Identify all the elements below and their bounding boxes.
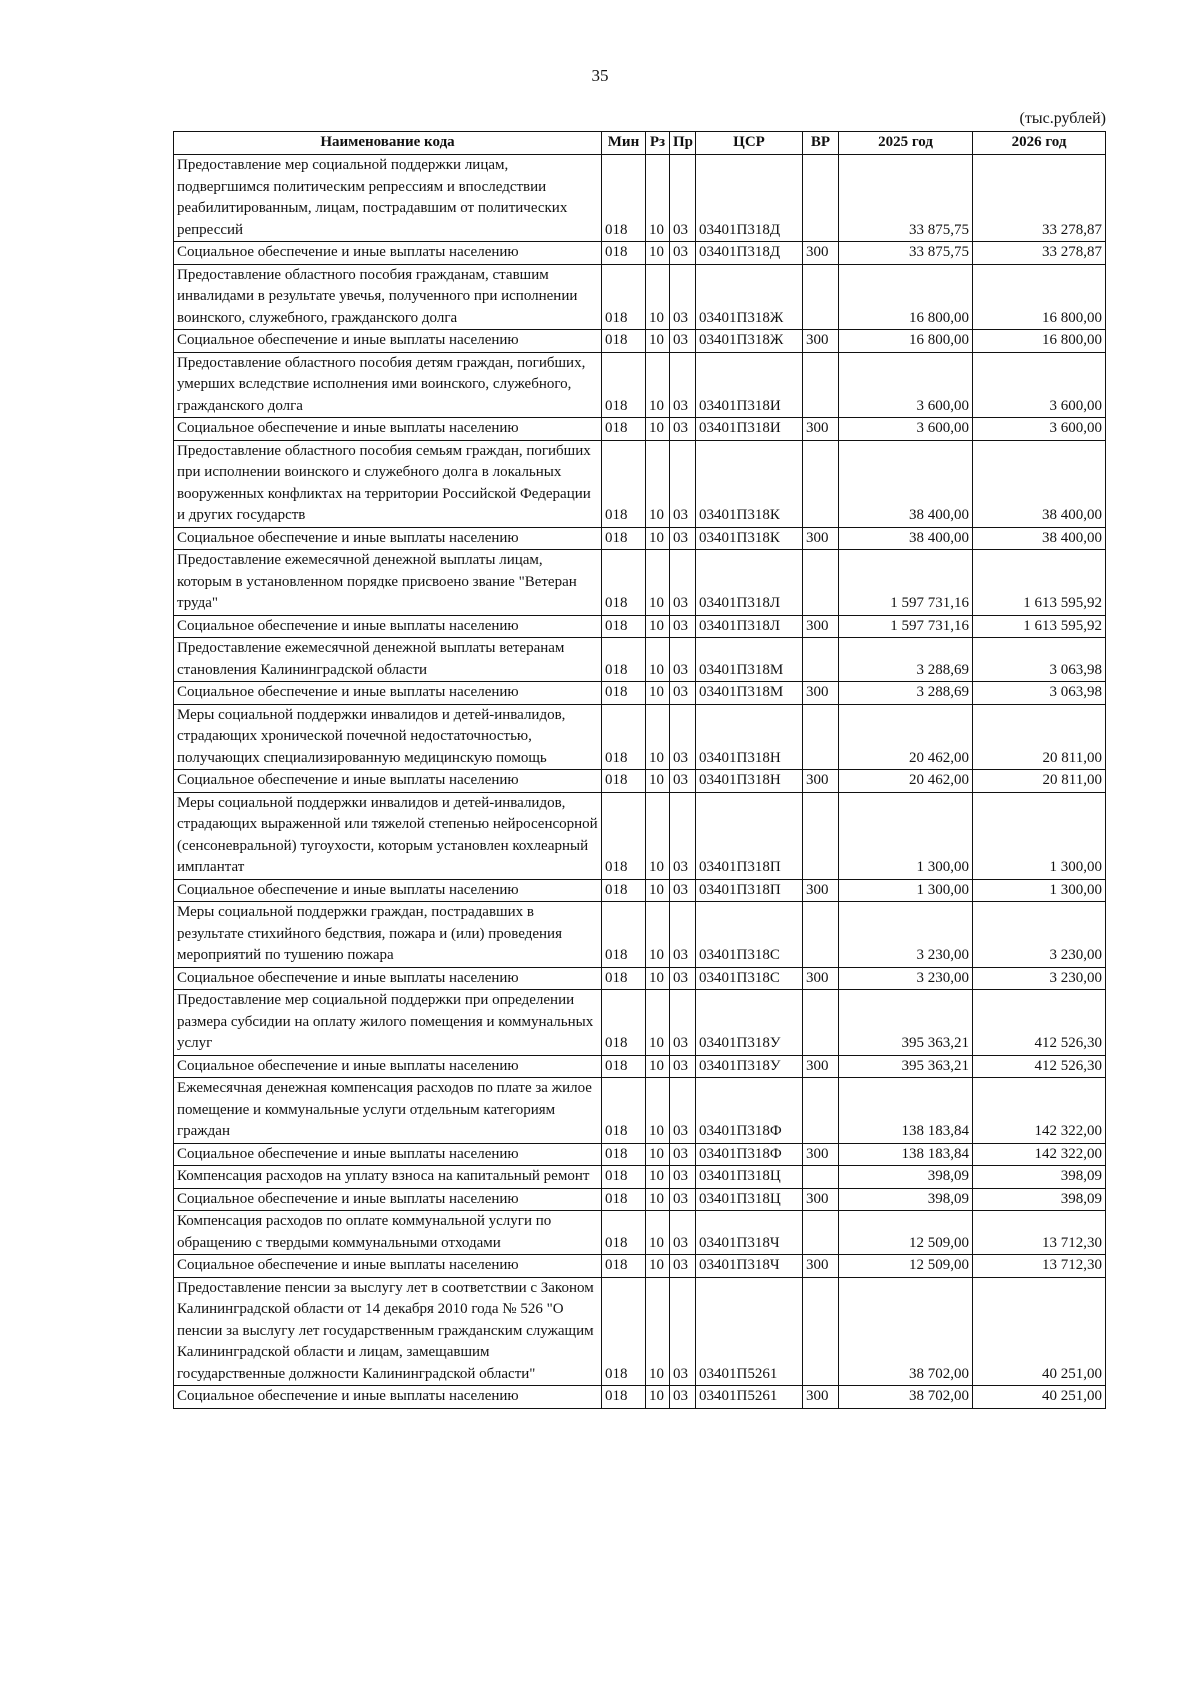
cell-csr: 03401П318У: [696, 1055, 803, 1078]
cell-rz: 10: [646, 1143, 670, 1166]
cell-vr: [803, 440, 839, 527]
cell-2025: 3 288,69: [839, 682, 973, 705]
table-row: [174, 550, 1106, 616]
cell-name: Социальное обеспечение и иные выплаты населению: [174, 682, 602, 705]
cell-pr: 03: [670, 902, 696, 968]
cell-min: 018: [602, 527, 646, 550]
table-row: [174, 155, 1106, 242]
cell-name: Социальное обеспечение и иные выплаты населению: [174, 1143, 602, 1166]
table-row: [174, 967, 1106, 990]
table-row: [174, 638, 1106, 682]
table-row: [174, 990, 1106, 1056]
cell-2026: 398,09: [973, 1166, 1106, 1189]
cell-pr: 03: [670, 1055, 696, 1078]
cell-vr: 300: [803, 527, 839, 550]
cell-rz: 10: [646, 352, 670, 418]
cell-vr: [803, 1211, 839, 1255]
cell-csr: 03401П318Л: [696, 615, 803, 638]
header-csr: ЦСР: [696, 132, 803, 155]
cell-2026: 33 278,87: [973, 155, 1106, 242]
cell-name: Социальное обеспечение и иные выплаты населению: [174, 527, 602, 550]
cell-2025: 3 288,69: [839, 638, 973, 682]
header-vr: ВР: [803, 132, 839, 155]
cell-vr: [803, 902, 839, 968]
cell-min: 018: [602, 879, 646, 902]
cell-2026: 142 322,00: [973, 1143, 1106, 1166]
table-row: [174, 1255, 1106, 1278]
cell-csr: 03401П318Н: [696, 704, 803, 770]
cell-min: 018: [602, 1078, 646, 1144]
cell-vr: 300: [803, 1188, 839, 1211]
cell-min: 018: [602, 550, 646, 616]
cell-csr: 03401П318Д: [696, 155, 803, 242]
cell-pr: 03: [670, 352, 696, 418]
cell-rz: 10: [646, 550, 670, 616]
cell-2026: 142 322,00: [973, 1078, 1106, 1144]
cell-min: 018: [602, 902, 646, 968]
cell-2025: 33 875,75: [839, 155, 973, 242]
cell-name: Предоставление областного пособия детям граждан, погибших, умерших вследствие исполнения ими воинского, служебного, гражданского долга: [174, 352, 602, 418]
cell-vr: 300: [803, 242, 839, 265]
cell-name: Социальное обеспечение и иные выплаты населению: [174, 418, 602, 441]
cell-name: Социальное обеспечение и иные выплаты населению: [174, 967, 602, 990]
cell-min: 018: [602, 990, 646, 1056]
cell-rz: 10: [646, 418, 670, 441]
cell-csr: 03401П318Д: [696, 242, 803, 265]
cell-pr: 03: [670, 682, 696, 705]
table-header: [174, 132, 1106, 155]
table-row: [174, 1188, 1106, 1211]
cell-2026: 3 230,00: [973, 902, 1106, 968]
cell-name: Компенсация расходов по оплате коммунальной услуги по обращению с твердыми коммунальными отходами: [174, 1211, 602, 1255]
cell-csr: 03401П318П: [696, 792, 803, 879]
cell-name: Предоставление областного пособия семьям граждан, погибших при исполнении воинского и служебного долга в локальных вооруженных конфликтах на территории Российской Федерации и других государств: [174, 440, 602, 527]
cell-2026: 38 400,00: [973, 527, 1106, 550]
cell-2026: 412 526,30: [973, 990, 1106, 1056]
cell-2026: 13 712,30: [973, 1255, 1106, 1278]
cell-2025: 3 230,00: [839, 967, 973, 990]
cell-2025: 12 509,00: [839, 1211, 973, 1255]
cell-pr: 03: [670, 990, 696, 1056]
cell-pr: 03: [670, 879, 696, 902]
cell-2026: 20 811,00: [973, 770, 1106, 793]
cell-rz: 10: [646, 330, 670, 353]
cell-vr: [803, 792, 839, 879]
cell-min: 018: [602, 330, 646, 353]
cell-min: 018: [602, 418, 646, 441]
cell-2025: 20 462,00: [839, 770, 973, 793]
cell-2025: 398,09: [839, 1188, 973, 1211]
cell-min: 018: [602, 155, 646, 242]
cell-2026: 398,09: [973, 1188, 1106, 1211]
cell-csr: 03401П318Л: [696, 550, 803, 616]
cell-csr: 03401П318М: [696, 638, 803, 682]
cell-vr: 300: [803, 330, 839, 353]
cell-vr: [803, 1078, 839, 1144]
table-row: [174, 418, 1106, 441]
cell-name: Социальное обеспечение и иные выплаты населению: [174, 330, 602, 353]
cell-2025: 16 800,00: [839, 264, 973, 330]
cell-min: 018: [602, 1143, 646, 1166]
cell-2026: 3 230,00: [973, 967, 1106, 990]
cell-min: 018: [602, 1166, 646, 1189]
cell-pr: 03: [670, 615, 696, 638]
cell-name: Предоставление ежемесячной денежной выплаты лицам, которым в установленном порядке присвоено звание "Ветеран труда": [174, 550, 602, 616]
cell-name: Меры социальной поддержки инвалидов и детей-инвалидов, страдающих хронической почечной недостаточностью, получающих специализированную медицинскую помощь: [174, 704, 602, 770]
cell-min: 018: [602, 440, 646, 527]
cell-rz: 10: [646, 1055, 670, 1078]
cell-min: 018: [602, 615, 646, 638]
cell-pr: 03: [670, 1211, 696, 1255]
cell-name: Меры социальной поддержки инвалидов и детей-инвалидов, страдающих выраженной или тяжелой степенью нейросенсорной (сенсоневральной) тугоухости, которым установлен кохлеарный имплантат: [174, 792, 602, 879]
cell-name: Социальное обеспечение и иные выплаты населению: [174, 242, 602, 265]
table-row: [174, 330, 1106, 353]
cell-csr: 03401П318Ц: [696, 1166, 803, 1189]
table-row: [174, 440, 1106, 527]
cell-vr: 300: [803, 682, 839, 705]
cell-rz: 10: [646, 879, 670, 902]
cell-rz: 10: [646, 1188, 670, 1211]
cell-csr: 03401П318С: [696, 902, 803, 968]
header-2026: 2026 год: [973, 132, 1106, 155]
cell-min: 018: [602, 967, 646, 990]
cell-name: Ежемесячная денежная компенсация расходов по плате за жилое помещение и коммунальные услуги отдельным категориям граждан: [174, 1078, 602, 1144]
table-row: [174, 1143, 1106, 1166]
cell-pr: 03: [670, 1386, 696, 1409]
cell-rz: 10: [646, 1078, 670, 1144]
cell-rz: 10: [646, 770, 670, 793]
cell-2026: 3 600,00: [973, 352, 1106, 418]
cell-csr: 03401П318М: [696, 682, 803, 705]
header-pr: Пр: [670, 132, 696, 155]
cell-pr: 03: [670, 264, 696, 330]
cell-2025: 20 462,00: [839, 704, 973, 770]
cell-vr: 300: [803, 879, 839, 902]
table-row: [174, 1078, 1106, 1144]
cell-name: Социальное обеспечение и иные выплаты населению: [174, 1055, 602, 1078]
table-row: [174, 1386, 1106, 1409]
cell-2026: 33 278,87: [973, 242, 1106, 265]
cell-csr: 03401П318Ц: [696, 1188, 803, 1211]
cell-2026: 1 300,00: [973, 792, 1106, 879]
cell-rz: 10: [646, 1255, 670, 1278]
cell-csr: 03401П318Ф: [696, 1078, 803, 1144]
cell-vr: 300: [803, 770, 839, 793]
table-row: [174, 902, 1106, 968]
cell-csr: 03401П318Н: [696, 770, 803, 793]
cell-2025: 33 875,75: [839, 242, 973, 265]
cell-rz: 10: [646, 1386, 670, 1409]
cell-name: Меры социальной поддержки граждан, пострадавших в результате стихийного бедствия, пожара и (или) проведения мероприятий по тушению пожара: [174, 902, 602, 968]
cell-csr: 03401П318К: [696, 440, 803, 527]
cell-vr: 300: [803, 1386, 839, 1409]
cell-pr: 03: [670, 1143, 696, 1166]
cell-2026: 16 800,00: [973, 264, 1106, 330]
cell-pr: 03: [670, 155, 696, 242]
cell-csr: 03401П318У: [696, 990, 803, 1056]
table-row: [174, 682, 1106, 705]
table-row: [174, 1166, 1106, 1189]
cell-rz: 10: [646, 967, 670, 990]
cell-vr: [803, 550, 839, 616]
cell-2026: 20 811,00: [973, 704, 1106, 770]
cell-2025: 38 400,00: [839, 527, 973, 550]
cell-csr: 03401П318Ж: [696, 330, 803, 353]
cell-name: Социальное обеспечение и иные выплаты населению: [174, 1386, 602, 1409]
cell-pr: 03: [670, 1255, 696, 1278]
cell-rz: 10: [646, 527, 670, 550]
cell-min: 018: [602, 1255, 646, 1278]
cell-csr: 03401П318И: [696, 418, 803, 441]
cell-min: 018: [602, 638, 646, 682]
header-min: Мин: [602, 132, 646, 155]
cell-name: Социальное обеспечение и иные выплаты населению: [174, 1255, 602, 1278]
cell-2026: 412 526,30: [973, 1055, 1106, 1078]
cell-name: Предоставление пенсии за выслугу лет в соответствии с Законом Калининградской области от 14 декабря 2010 года № 526 "О пенсии за выслугу лет государственным гражданским служащим Калининградской области и лицам, замещавшим государственные должности Калининградской области": [174, 1277, 602, 1386]
cell-2025: 38 702,00: [839, 1277, 973, 1386]
header-2025: 2025 год: [839, 132, 973, 155]
cell-csr: 03401П318С: [696, 967, 803, 990]
cell-vr: [803, 352, 839, 418]
cell-2025: 3 600,00: [839, 352, 973, 418]
cell-2025: 1 300,00: [839, 792, 973, 879]
cell-pr: 03: [670, 242, 696, 265]
cell-rz: 10: [646, 638, 670, 682]
cell-pr: 03: [670, 1277, 696, 1386]
cell-min: 018: [602, 704, 646, 770]
cell-vr: [803, 1277, 839, 1386]
cell-csr: 03401П318К: [696, 527, 803, 550]
cell-rz: 10: [646, 902, 670, 968]
cell-2026: 16 800,00: [973, 330, 1106, 353]
cell-2025: 38 400,00: [839, 440, 973, 527]
cell-pr: 03: [670, 418, 696, 441]
cell-min: 018: [602, 242, 646, 265]
cell-name: Социальное обеспечение и иные выплаты населению: [174, 879, 602, 902]
cell-csr: 03401П318Ч: [696, 1211, 803, 1255]
cell-2025: 38 702,00: [839, 1386, 973, 1409]
cell-min: 018: [602, 264, 646, 330]
cell-rz: 10: [646, 1277, 670, 1386]
table-row: [174, 792, 1106, 879]
cell-2026: 1 613 595,92: [973, 615, 1106, 638]
cell-2026: 40 251,00: [973, 1386, 1106, 1409]
cell-name: Предоставление ежемесячной денежной выплаты ветеранам становления Калининградской области: [174, 638, 602, 682]
cell-name: Социальное обеспечение и иные выплаты населению: [174, 1188, 602, 1211]
cell-name: Предоставление мер социальной поддержки лицам, подвергшимся политическим репрессиям и впоследствии реабилитированным, лицам, пострадавшим от политических репрессий: [174, 155, 602, 242]
cell-vr: [803, 990, 839, 1056]
cell-min: 018: [602, 792, 646, 879]
cell-name: Компенсация расходов на уплату взноса на капитальный ремонт: [174, 1166, 602, 1189]
cell-pr: 03: [670, 770, 696, 793]
cell-2025: 1 597 731,16: [839, 615, 973, 638]
cell-rz: 10: [646, 264, 670, 330]
cell-min: 018: [602, 352, 646, 418]
cell-rz: 10: [646, 1166, 670, 1189]
cell-min: 018: [602, 682, 646, 705]
cell-vr: 300: [803, 1143, 839, 1166]
cell-vr: [803, 155, 839, 242]
cell-name: Социальное обеспечение и иные выплаты населению: [174, 615, 602, 638]
cell-min: 018: [602, 1211, 646, 1255]
cell-2025: 398,09: [839, 1166, 973, 1189]
cell-pr: 03: [670, 1188, 696, 1211]
table-row: [174, 1055, 1106, 1078]
cell-pr: 03: [670, 440, 696, 527]
cell-2025: 16 800,00: [839, 330, 973, 353]
table-row: [174, 527, 1106, 550]
budget-table: [173, 131, 1106, 1409]
cell-vr: [803, 638, 839, 682]
cell-2026: 3 600,00: [973, 418, 1106, 441]
units-label: (тыс.рублей): [1019, 110, 1106, 127]
cell-pr: 03: [670, 1078, 696, 1144]
cell-2025: 3 600,00: [839, 418, 973, 441]
cell-min: 018: [602, 770, 646, 793]
cell-pr: 03: [670, 792, 696, 879]
table-row: [174, 1277, 1106, 1386]
table-row: [174, 879, 1106, 902]
table-row: [174, 242, 1106, 265]
cell-vr: [803, 704, 839, 770]
cell-2025: 138 183,84: [839, 1143, 973, 1166]
cell-rz: 10: [646, 615, 670, 638]
cell-min: 018: [602, 1188, 646, 1211]
cell-csr: 03401П318Ж: [696, 264, 803, 330]
table-row: [174, 770, 1106, 793]
cell-pr: 03: [670, 638, 696, 682]
header-rz: Рз: [646, 132, 670, 155]
cell-2026: 3 063,98: [973, 638, 1106, 682]
cell-2026: 3 063,98: [973, 682, 1106, 705]
cell-2025: 395 363,21: [839, 990, 973, 1056]
cell-name: Предоставление областного пособия гражданам, ставшим инвалидами в результате увечья, полученного при исполнении воинского, служебного, гражданского долга: [174, 264, 602, 330]
cell-min: 018: [602, 1055, 646, 1078]
table-row: [174, 615, 1106, 638]
cell-csr: 03401П318И: [696, 352, 803, 418]
cell-rz: 10: [646, 682, 670, 705]
cell-rz: 10: [646, 242, 670, 265]
cell-rz: 10: [646, 440, 670, 527]
cell-2025: 395 363,21: [839, 1055, 973, 1078]
cell-2026: 1 300,00: [973, 879, 1106, 902]
cell-2025: 1 597 731,16: [839, 550, 973, 616]
cell-pr: 03: [670, 527, 696, 550]
cell-min: 018: [602, 1386, 646, 1409]
cell-vr: 300: [803, 418, 839, 441]
table-row: [174, 1211, 1106, 1255]
cell-csr: 03401П5261: [696, 1386, 803, 1409]
cell-vr: 300: [803, 1055, 839, 1078]
cell-2026: 1 613 595,92: [973, 550, 1106, 616]
cell-csr: 03401П318П: [696, 879, 803, 902]
header-row: [174, 132, 1106, 155]
cell-rz: 10: [646, 704, 670, 770]
cell-csr: 03401П318Ф: [696, 1143, 803, 1166]
cell-pr: 03: [670, 1166, 696, 1189]
cell-name: Социальное обеспечение и иные выплаты населению: [174, 770, 602, 793]
cell-pr: 03: [670, 967, 696, 990]
cell-2026: 13 712,30: [973, 1211, 1106, 1255]
cell-vr: 300: [803, 615, 839, 638]
cell-pr: 03: [670, 330, 696, 353]
cell-2025: 1 300,00: [839, 879, 973, 902]
cell-min: 018: [602, 1277, 646, 1386]
cell-name: Предоставление мер социальной поддержки при определении размера субсидии на оплату жилого помещения и коммунальных услуг: [174, 990, 602, 1056]
table-row: [174, 704, 1106, 770]
cell-vr: 300: [803, 967, 839, 990]
cell-2026: 38 400,00: [973, 440, 1106, 527]
table-row: [174, 352, 1106, 418]
cell-2026: 40 251,00: [973, 1277, 1106, 1386]
table-body: [174, 155, 1106, 1409]
page-number: 35: [591, 66, 609, 85]
cell-vr: 300: [803, 1255, 839, 1278]
cell-pr: 03: [670, 550, 696, 616]
cell-rz: 10: [646, 990, 670, 1056]
cell-2025: 12 509,00: [839, 1255, 973, 1278]
cell-vr: [803, 264, 839, 330]
cell-rz: 10: [646, 1211, 670, 1255]
cell-rz: 10: [646, 792, 670, 879]
table-row: [174, 264, 1106, 330]
header-name: Наименование кода: [174, 132, 602, 155]
cell-csr: 03401П318Ч: [696, 1255, 803, 1278]
cell-2025: 138 183,84: [839, 1078, 973, 1144]
cell-vr: [803, 1166, 839, 1189]
cell-csr: 03401П5261: [696, 1277, 803, 1386]
cell-rz: 10: [646, 155, 670, 242]
cell-2025: 3 230,00: [839, 902, 973, 968]
cell-pr: 03: [670, 704, 696, 770]
